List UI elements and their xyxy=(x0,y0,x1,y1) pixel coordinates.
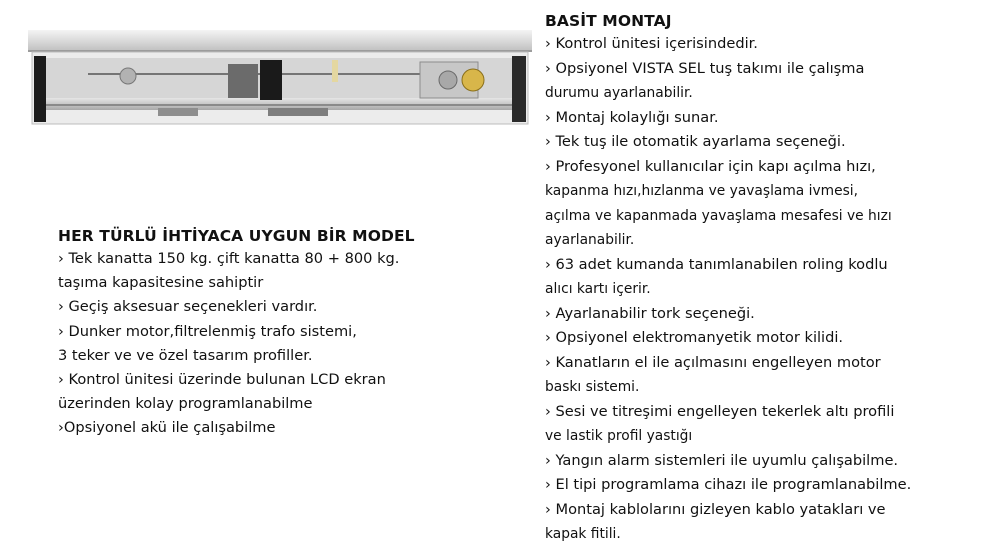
right-line: baskı sistemi. xyxy=(545,379,640,395)
left-line: ›Opsiyonel akü ile çalışabilme xyxy=(58,419,276,437)
left-line: taşıma kapasitesine sahiptir xyxy=(58,274,264,292)
left-line: üzerinden kolay programlanabilme xyxy=(58,395,313,413)
automatic-door-operator-image xyxy=(28,30,532,130)
right-line: › El tipi programlama cihazı ile programlanabilme. xyxy=(545,476,912,493)
right-line: › Kontrol ünitesi içerisindedir. xyxy=(545,35,758,52)
right-line: › Montaj kablolarını gizleyen kablo yatakları ve xyxy=(545,500,886,518)
left-line: › Geçiş aksesuar seçenekleri vardır. xyxy=(58,298,318,316)
right-feature-column xyxy=(545,11,985,547)
right-line: › Sesi ve titreşimi engelleyen tekerlek altı profili xyxy=(545,402,895,420)
right-line: › Profesyonel kullanıcılar için kapı açılma hızı, xyxy=(545,157,876,175)
left-feature-column xyxy=(58,226,498,441)
left-line: › Dunker motor,filtrelenmiş trafo sistemi, xyxy=(58,322,357,340)
right-line: kapanma hızı,hızlanma ve yavaşlama ivmesi, xyxy=(545,183,858,199)
left-line: 3 teker ve ve özel tasarım profiller. xyxy=(58,346,313,364)
right-line: › 63 adet kumanda tanımlanabilen roling kodlu xyxy=(545,255,888,273)
left-line: › Kontrol ünitesi üzerinde bulunan LCD ekran xyxy=(58,371,386,389)
right-line: › Opsiyonel VISTA SEL tuş takımı ile çalışma xyxy=(545,59,865,77)
right-line: › Ayarlanabilir tork seçeneği. xyxy=(545,304,755,322)
right-line: ve lastik profil yastığı xyxy=(545,428,693,444)
right-line: alıcı kartı içerir. xyxy=(545,281,651,297)
right-line: › Montaj kolaylığı sunar. xyxy=(545,108,719,126)
right-line: › Tek tuş ile otomatik ayarlama seçeneği. xyxy=(545,133,846,150)
right-heading: BASİT MONTAJ xyxy=(545,12,672,30)
left-heading: HER TÜRLÜ İHTİYACA UYGUN BİR MODEL xyxy=(58,227,415,245)
right-line: açılma ve kapanmada yavaşlama mesafesi ve hızı xyxy=(545,207,892,224)
right-line: › Opsiyonel elektromanyetik motor kilidi. xyxy=(545,329,844,346)
right-line: ayarlanabilir. xyxy=(545,232,635,248)
left-line: › Tek kanatta 150 kg. çift kanatta 80 + 800 kg. xyxy=(58,250,400,267)
right-line: durumu ayarlanabilir. xyxy=(545,85,693,101)
right-line: › Yangın alarm sistemleri ile uyumlu çalışabilme. xyxy=(545,451,899,469)
right-line: kapak fitili. xyxy=(545,526,621,542)
right-line: › Kanatların el ile açılmasını engelleyen motor xyxy=(545,353,881,371)
